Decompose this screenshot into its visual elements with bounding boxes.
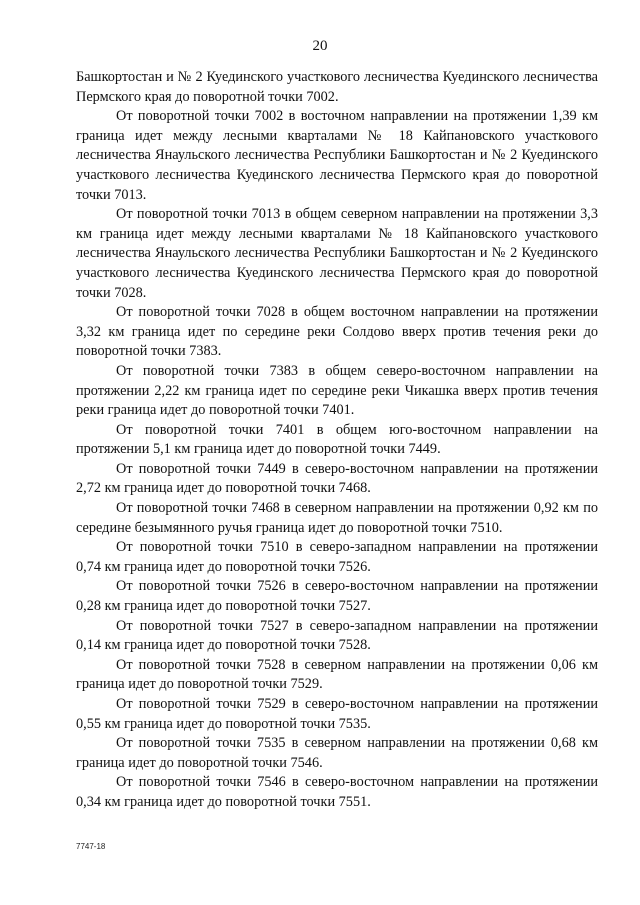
paragraph: От поворотной точки 7529 в северо-восточном направлении на протяжении 0,55 км граница идет до поворотной точки 7535.	[76, 696, 598, 732]
page-number: 20	[312, 38, 328, 54]
paragraph: От поворотной точки 7527 в северо-западном направлении на протяжении 0,14 км граница идет до поворотной точки 7528.	[76, 617, 598, 654]
paragraph: От поворотной точки 7468 в северном направлении на протяжении 0,92 км по середине безымянного ручья граница идет до поворотной точки 7510.	[76, 500, 598, 536]
paragraph: От поворотной точки 7528 в северном направлении на протяжении 0,06 км граница идет до поворотной точки 7529.	[76, 656, 598, 693]
paragraph: От поворотной точки 7013 в общем северном направлении на протяжении 3,3 км граница идет между лесными кварталами № 18 Кайпановского участкового лесничества Янаульского лесничества Республики Башкортостан и № 2 Куединского участкового лесничества Куединского лесничества Пермского края до поворотной точки 7028.	[76, 206, 598, 301]
paragraph: Башкортостан и № 2 Куединского участкового лесничества Куединского лесничества Пермского края до поворотной точки 7002.	[76, 69, 598, 105]
paragraph: От поворотной точки 7526 в северо-восточном направлении на протяжении 0,28 км граница идет до поворотной точки 7527.	[76, 578, 598, 615]
paragraph: От поворотной точки 7383 в общем северо-восточном направлении на протяжении 2,22 км граница идет по середине реки Чикашка вверх против течения реки граница идет до поворотной точки 7401.	[76, 362, 598, 419]
document-body	[76, 68, 598, 813]
paragraph: От поворотной точки 7002 в восточном направлении на протяжении 1,39 км граница идет между лесными кварталами № 18 Кайпановского участкового лесничества Янаульского лесничества Республики Башкортостан и № 2 Куединского участкового лесничества Куединского лесничества Пермского края до поворотной точки 7013.	[76, 108, 598, 203]
paragraph: От поворотной точки 7546 в северо-восточном направлении на протяжении 0,34 км граница идет до поворотной точки 7551.	[76, 774, 598, 810]
paragraph: От поворотной точки 7510 в северо-западном направлении на протяжении 0,74 км граница идет до поворотной точки 7526.	[76, 539, 598, 575]
paragraph: От поворотной точки 7449 в северо-восточном направлении на протяжении 2,72 км граница идет до поворотной точки 7468.	[76, 460, 598, 497]
document-code: 7747-18	[76, 842, 106, 851]
paragraph: От поворотной точки 7028 в общем восточном направлении на протяжении 3,32 км граница идет по середине реки Солдово вверх против течения реки до поворотной точки 7383.	[76, 304, 598, 360]
paragraph: От поворотной точки 7401 в общем юго-восточном направлении на протяжении 5,1 км граница идет до поворотной точки 7449.	[76, 421, 598, 458]
paragraph: От поворотной точки 7535 в северном направлении на протяжении 0,68 км граница идет до поворотной точки 7546.	[76, 735, 598, 771]
